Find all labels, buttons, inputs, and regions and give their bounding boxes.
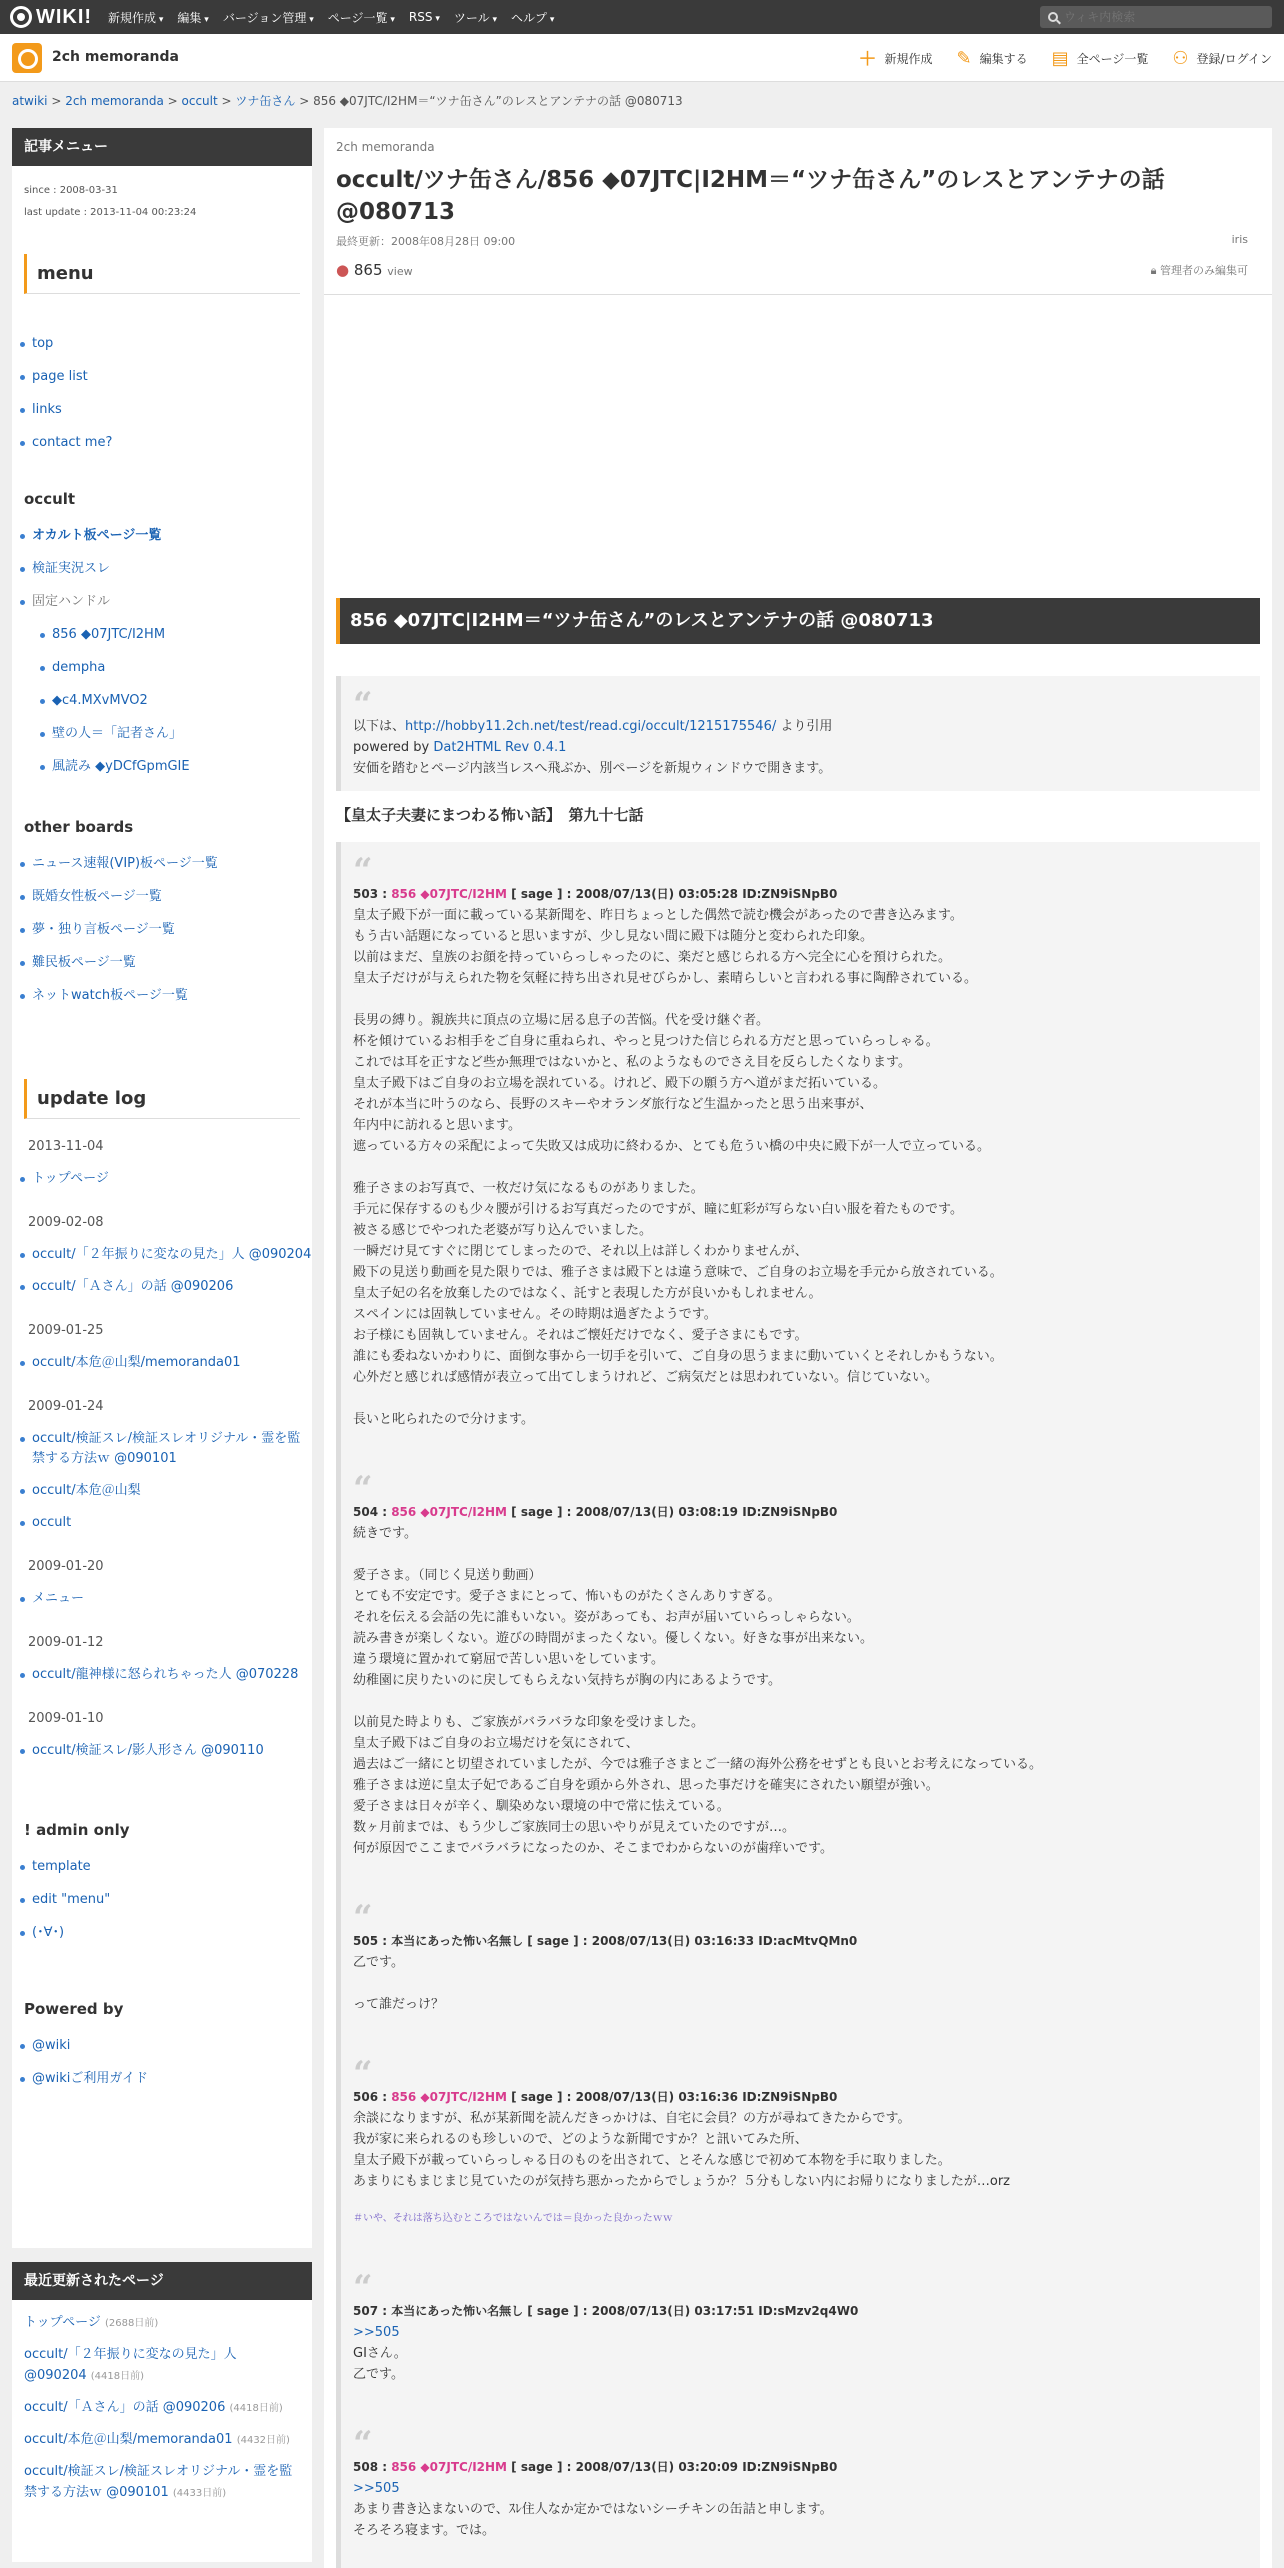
since-date: since : 2008-03-31 xyxy=(24,185,118,196)
list-item xyxy=(32,887,312,920)
document-icon: ▤ xyxy=(1051,47,1069,69)
list-item xyxy=(32,367,312,400)
menu-tools[interactable]: ツール ▾ xyxy=(454,9,497,26)
quote-mark-icon: “ xyxy=(353,851,373,891)
list-item xyxy=(32,1741,312,1761)
breadcrumb-tunacan[interactable]: ツナ缶さん xyxy=(235,94,296,108)
top-bar xyxy=(0,0,1284,34)
site-icon[interactable] xyxy=(12,43,42,73)
post-header xyxy=(353,1931,1248,1952)
menu-list xyxy=(12,334,312,466)
post-header xyxy=(353,2457,1248,2478)
list-item xyxy=(32,1513,312,1533)
update-link[interactable]: メニュー xyxy=(32,1591,85,1606)
list-item xyxy=(24,2397,300,2419)
update-list xyxy=(12,1169,312,1189)
dat2html-link[interactable]: Dat2HTML Rev 0.4.1 xyxy=(433,740,567,755)
menu-link-top[interactable]: top xyxy=(32,336,54,351)
recent-pages-title: 最近更新されたページ xyxy=(12,2262,312,2300)
update-link[interactable]: occult/検証スレ/影人形さん @090110 xyxy=(32,1743,264,1758)
post-number: 508 : xyxy=(353,2460,392,2474)
article-menu-title: 記事メニュー xyxy=(12,128,312,166)
powered-heading: Powered by xyxy=(24,2000,124,2018)
recent-list xyxy=(12,2300,312,2526)
post-body: そろそろ寝ます。では。 xyxy=(353,2523,495,2538)
post-body: GIさん。 乙です。 xyxy=(353,2346,407,2382)
last-modified: 最終更新：2008年08月28日 09:00 xyxy=(336,235,516,248)
post-header xyxy=(353,884,1248,905)
posts-quote xyxy=(336,842,1260,2568)
admin-face-link[interactable]: (･∀･) xyxy=(32,1925,65,1940)
source-link[interactable]: http://hobby11.2ch.net/test/read.cgi/occult/1215175546/ xyxy=(405,719,777,734)
edit-button[interactable]: ✎ 編集する xyxy=(956,47,1028,69)
recent-link[interactable]: occult/検証スレ/検証スレオリジナル・霊を監禁する方法ｗ @090101 xyxy=(24,2464,293,2500)
admin-heading: ! admin only xyxy=(24,1821,130,1839)
recent-ago: (4418日前) xyxy=(229,2403,283,2414)
update-list xyxy=(12,1741,312,1761)
post-author: 856 ◆07JTC/I2HM xyxy=(391,1505,507,1519)
post-meta: [ sage ] : 2008/07/13(日) 03:05:28 ID:ZN9iSNpB0 xyxy=(507,887,838,901)
menu-rss[interactable]: RSS ▾ xyxy=(409,10,440,24)
atwiki-link[interactable]: @wiki xyxy=(32,2038,71,2053)
post-author: 856 ◆07JTC/I2HM xyxy=(391,2460,507,2474)
board-link-kikon[interactable]: 既婚女性板ページ一覧 xyxy=(32,889,162,904)
post-meta: [ sage ] : 2008/07/13(日) 03:08:19 ID:ZN9iSNpB0 xyxy=(507,1505,838,1519)
post-meta: [ sage ] : 2008/07/13(日) 03:20:09 ID:ZN9iSNpB0 xyxy=(507,2460,838,2474)
update-log xyxy=(12,1125,312,1761)
article-heading: 856 ◆07JTC|I2HM＝“ツナ缶さん”のレスとアンテナの話 @080713 xyxy=(336,598,1260,644)
post-body: 余談になりますが、私が某新聞を読んだきっかけは、自宅に会員？の方が尋ねてきたからです。 我が家に来られるのも珍しいので、どのような新聞ですか？と訊いてみた所、 皇太子殿下が載っていらっしゃる日のものを出されて、とそんな感じで初めて本物を手に取りました。 あまりにもまじまじ見ていたのが気持ち悪かったからでしょうか？５分もしない内にお帰りになりましたが…orz xyxy=(353,2111,1010,2189)
admin-template-link[interactable]: template xyxy=(32,1859,91,1874)
list-item xyxy=(32,1890,312,1923)
recent-ago: (2688日前) xyxy=(104,2318,159,2329)
post-number: 504 : xyxy=(353,1505,392,1519)
update-date: 2009-01-12 xyxy=(28,1635,104,1650)
other-boards-list xyxy=(12,854,312,1019)
editor-name[interactable]: iris xyxy=(1231,233,1248,246)
view-label: view xyxy=(387,265,413,278)
list-item xyxy=(32,559,312,592)
lock-icon: 🔒︎ xyxy=(1150,264,1157,277)
quote-mark-icon: “ xyxy=(353,685,373,725)
quote-mark-icon: “ xyxy=(353,2424,373,2464)
list-item xyxy=(32,854,312,887)
update-date: 2009-01-25 xyxy=(28,1323,104,1338)
list-item xyxy=(32,1245,312,1265)
view-count xyxy=(336,261,413,279)
site-name[interactable]: 2ch memoranda xyxy=(52,49,179,65)
post-author: 本当にあった怖い名無し xyxy=(391,1934,524,1948)
update-list xyxy=(12,1589,312,1609)
reply-anchor-link[interactable]: >>505 xyxy=(353,2325,400,2340)
handle-link-c4[interactable]: ◆c4.MXvMVO2 xyxy=(52,693,148,708)
post-body: 続きです。 愛子さま。（同じく見送り動画） とても不安定です。愛子さまにとって、怖いものがたくさんありすぎる。 それを伝える会話の先に誰もいない。姿があっても、お声が届いていらっしゃらない。 読み書きが楽しくない。遊びの時間がまったくない。優しくない。好きな事が出来ない。 違う環境に置かれて窮屈で苦しい思いをしています。 幼稚園に戻りたいのに戻してもらえない気持ちが胸の内にあるようです。 以前見た時よりも、ご家族がバラバラな印象を受けました。 皇太子殿下はご自身のお立場だけを気にされて、 過去はご一緒にと切望されていましたが、今では雅子さまとご一緒の海外公務をせずとも良いとお考えになっている。 雅子さまは逆に皇太子妃であるご自身を頭から外され、思った事だけを確実にされたい願望が強い。 愛子さまは日々が辛く、馴染めない環境の中で常に怯えている。 数ヶ月前までは、もう少しご家族同士の思いやりが見えていたのですが…。 何が原因でここまでバラバラになったのか、そこまでわからないのが歯痒いです。 xyxy=(353,1526,1043,1856)
breadcrumb-occult[interactable]: occult xyxy=(181,94,218,108)
board-link-vip[interactable]: ニュース速報(VIP)板ページ一覧 xyxy=(32,856,218,871)
recent-link[interactable]: occult/「２年振りに変なの見た」人 @090204 xyxy=(24,2347,237,2383)
new-page-button[interactable]: ＋ 新規作成 xyxy=(859,45,933,71)
at-logo-icon xyxy=(10,6,32,28)
list-item xyxy=(32,592,312,625)
update-date: 2009-01-10 xyxy=(28,1711,104,1726)
list-item xyxy=(24,2312,300,2334)
list-item xyxy=(32,1481,312,1501)
menu-edit[interactable]: 編集 ▾ xyxy=(177,9,208,26)
update-link[interactable]: occult/「２年振りに変なの見た」人 @090204 xyxy=(32,1247,312,1262)
quote-mark-icon: “ xyxy=(353,2054,373,2094)
board-link-yume[interactable]: 夢・独り言板ページ一覧 xyxy=(32,922,175,937)
recent-ago: (4418日前) xyxy=(90,2371,145,2382)
recent-link[interactable]: トップページ xyxy=(24,2315,101,2330)
article-menu xyxy=(12,128,312,2248)
update-link[interactable]: occult xyxy=(32,1515,72,1530)
list-item xyxy=(32,1923,312,1956)
update-date: 2009-01-20 xyxy=(28,1559,104,1574)
wiki-search[interactable] xyxy=(1040,6,1272,28)
menu-link-links[interactable]: links xyxy=(32,402,62,417)
post-meta: [ sage ] : 2008/07/13(日) 03:16:36 ID:ZN9iSNpB0 xyxy=(507,2090,838,2104)
menu-link-contact[interactable]: contact me? xyxy=(32,435,113,450)
quote-mark-icon: “ xyxy=(353,1469,373,1509)
menu-link-pagelist[interactable]: page list xyxy=(32,369,88,384)
post-header xyxy=(353,1502,1248,1523)
post xyxy=(353,2424,1248,2541)
main-content xyxy=(324,128,1272,2568)
handle-link-856[interactable]: 856 ◆07JTC/I2HM xyxy=(52,627,166,642)
powered-prefix: powered by xyxy=(353,740,434,755)
post-number: 506 : xyxy=(353,2090,392,2104)
recent-pages xyxy=(12,2262,312,2562)
fixed-handle-label: 固定ハンドル xyxy=(32,594,111,609)
update-list xyxy=(12,1353,312,1373)
sidebar xyxy=(12,128,312,2562)
top-menu xyxy=(108,0,568,34)
post xyxy=(353,851,1248,1430)
post xyxy=(353,2268,1248,2385)
post-author: 856 ◆07JTC/I2HM xyxy=(391,887,507,901)
breadcrumb-current: 856 ◆07JTC/I2HM＝“ツナ缶さん”のレスとアンテナの話 @080713 xyxy=(313,94,683,108)
post-meta: [ sage ] : 2008/07/13(日) 03:17:51 ID:sMzv2q4W0 xyxy=(523,2304,859,2318)
handle-link-kazeyomi[interactable]: 風読み ◆yDCfGpmGIE xyxy=(52,759,190,774)
post-number: 503 : xyxy=(353,887,392,901)
list-item xyxy=(32,986,312,1019)
menu-help[interactable]: ヘルプ ▾ xyxy=(511,9,554,26)
list-item xyxy=(32,920,312,953)
all-pages-button[interactable]: ▤ 全ページ一覧 xyxy=(1051,47,1149,69)
intro-line xyxy=(353,716,1248,737)
occult-heading: occult xyxy=(24,490,76,508)
list-item xyxy=(32,1169,312,1189)
list-item xyxy=(52,724,312,757)
lock-label: 管理者のみ編集可 xyxy=(1160,264,1248,277)
list-item xyxy=(24,2344,300,2387)
update-link[interactable]: occult/本危＠山梨/memoranda01 xyxy=(32,1355,241,1370)
recent-link[interactable]: occult/本危＠山梨/memoranda01 xyxy=(24,2432,233,2447)
post-number: 507 : xyxy=(353,2304,392,2318)
plus-icon: ＋ xyxy=(858,49,877,70)
list-item xyxy=(32,1665,312,1685)
post xyxy=(353,1898,1248,2015)
list-item xyxy=(24,2461,300,2504)
breadcrumb-atwiki[interactable]: atwiki xyxy=(12,94,48,108)
pencil-icon: ✎ xyxy=(956,47,972,69)
site-header xyxy=(0,34,1284,82)
board-link-netwatch[interactable]: ネットwatch板ページ一覧 xyxy=(32,988,188,1003)
list-item xyxy=(24,2429,300,2451)
post xyxy=(353,1469,1248,1859)
list-item xyxy=(32,1277,312,1297)
menu-heading: menu xyxy=(24,254,300,294)
intro-quote xyxy=(336,676,1260,791)
occult-board-list-link[interactable]: オカルト板ページ一覧 xyxy=(32,528,162,543)
menu-version[interactable]: バージョン管理 ▾ xyxy=(223,9,314,26)
admin-list xyxy=(12,1857,312,1956)
board-link-nanmin[interactable]: 難民板ページ一覧 xyxy=(32,955,136,970)
admin-edit-menu-link[interactable]: edit "menu" xyxy=(32,1892,111,1907)
update-link[interactable]: occult/「Ａさん」の話 @090206 xyxy=(32,1279,234,1294)
update-link[interactable]: トップページ xyxy=(32,1171,109,1186)
list-item xyxy=(32,400,312,433)
update-date: 2009-02-08 xyxy=(28,1215,104,1230)
list-item xyxy=(32,2069,312,2102)
update-link[interactable]: occult/龍神様に怒られちゃった人 @070228 xyxy=(32,1667,299,1682)
handle-link-kabe[interactable]: 壁の人＝「記者さん」 xyxy=(52,726,183,741)
update-list xyxy=(12,1665,312,1685)
post-author: 856 ◆07JTC/I2HM xyxy=(391,2090,507,2104)
list-item xyxy=(32,526,312,559)
recent-link[interactable]: occult/「Ａさん」の話 @090206 xyxy=(24,2400,226,2415)
update-list xyxy=(12,1245,312,1297)
update-date: 2009-01-24 xyxy=(28,1399,104,1414)
login-button[interactable]: ⚇ 登録/ログイン xyxy=(1172,47,1272,69)
intro-prefix: 以下は、 xyxy=(353,719,406,734)
lock-status xyxy=(1151,262,1248,278)
verify-thread-link[interactable]: 検証実況スレ xyxy=(32,561,111,576)
list-item xyxy=(32,953,312,986)
search-icon xyxy=(1048,12,1058,22)
list-item xyxy=(52,757,312,790)
post-body: 乙です。 って誰だっけ？ xyxy=(353,1955,445,2012)
post-number: 505 : xyxy=(353,1934,392,1948)
recent-ago: (4433日前) xyxy=(172,2488,227,2499)
occult-list xyxy=(12,526,312,790)
powered-line xyxy=(353,737,1248,758)
menu-pages[interactable]: ページ一覧 ▾ xyxy=(328,9,395,26)
users-icon: ⚇ xyxy=(1172,47,1189,69)
post-author: 本当にあった怖い名無し xyxy=(391,2304,524,2318)
list-item xyxy=(32,433,312,466)
view-icon: ● xyxy=(336,261,350,279)
view-number: 865 xyxy=(353,261,383,279)
other-boards-heading: other boards xyxy=(24,818,134,836)
divider xyxy=(324,294,1272,295)
main-site-name: 2ch memoranda xyxy=(336,140,435,154)
post-body-lead: あまり書き込まないので、ｽﾚ住人なか定かではないシーチキンの缶詰と申します。 xyxy=(353,2502,833,2517)
list-item xyxy=(52,625,312,658)
intro-note: 安価を踏むとページ内該当レスへ飛ぶか、別ページを新規ウィンドウで開きます。 xyxy=(353,761,832,776)
list-item xyxy=(32,1857,312,1890)
post-header xyxy=(353,2301,1248,2322)
list-item xyxy=(32,1353,312,1373)
list-item xyxy=(32,1589,312,1609)
intro-suffix: より引用 xyxy=(776,719,833,734)
search-input[interactable] xyxy=(1064,10,1254,24)
last-update: last update : 2013-11-04 00:23:24 xyxy=(24,207,197,218)
atwiki-logo[interactable]: WIKI! xyxy=(10,5,92,29)
powered-list xyxy=(12,2036,312,2102)
header-buttons xyxy=(835,34,1273,82)
breadcrumb-site[interactable]: 2ch memoranda xyxy=(65,94,164,108)
post xyxy=(353,2054,1248,2229)
reply-anchor-link[interactable]: >>505 xyxy=(353,2481,400,2496)
update-log-heading: update log xyxy=(24,1079,300,1119)
atwiki-guide-link[interactable]: @wikiご利用ガイド xyxy=(32,2071,148,2086)
list-item xyxy=(52,691,312,724)
update-date: 2013-11-04 xyxy=(28,1139,104,1154)
list-item xyxy=(52,658,312,691)
post-note: ＃いや、それは落ち込むところではないんでは＝良かった良かったｗｗ xyxy=(353,2213,673,2224)
breadcrumb: atwiki > 2ch memoranda > occult > ツナ缶さん > 856 ◆07JTC/I2HM＝“ツナ缶さん”のレスとアンテナの話 @080713 xyxy=(12,94,683,108)
list-item xyxy=(32,1429,312,1469)
section-title: 【皇太子夫妻にまつわる怖い話】 第九十七話 xyxy=(336,806,644,824)
post-meta: [ sage ] : 2008/07/13(日) 03:16:33 ID:acMtvQMn0 xyxy=(523,1934,858,1948)
site-meta xyxy=(12,166,312,224)
list-item xyxy=(32,2036,312,2069)
update-list xyxy=(12,1429,312,1533)
post-body: 皇太子殿下が一面に載っている某新聞を、昨日ちょっとした偶然で読む機会があったので書き込みます。 もう古い話題になっていると思いますが、少し見ない間に殿下は随分と変わられた印象。 以前はまだ、皇族のお顔を持っていらっしゃったのに、楽だと感じられる方へ完全に心を預けられた。 皇太子だけが与えられた物を気軽に持ち出され見せびらかし、素晴らしいと言われる事に陶酔されている。 長男の縛り。親族共に頂点の立場に居る息子の苦悩。代を受け継ぐ者。 杯を傾けているお相手をご自身に重ねられ、やっと見つけた信じられる方だと思っていらっしゃる。 これでは耳を正すなど些か無理ではないかと、私のようなものでさえ目を反らしたくなります。 皇太子殿下はご自身のお立場を誤れている。けれど、殿下の願う方へ道がまだ拓いている。 それが本当に叶うのなら、長野のスキーやオランダ旅行など生温かったと思う出来事が、 年内中に訪れると思います。 遮っている方々の采配によって失敗又は成功に終わるか、とても危うい橋の中央に殿下が一人で立っている。 雅子さまのお写真で、一枚だけ気になるものがありました。 手元に保存するのも少々腰が引けるお写真だったのですが、瞳に虹彩が写らない白い服を着たものです。 被さる感じでやつれた老婆が写り込んでいました。 一瞬だけ見てすぐに閉じてしまったので、それ以上は詳しくわかりませんが、 殿下の見送り動画を見た限りでは、雅子さまは殿下とは違う意味で、ご自身のお立場を手元から放されている。 皇太子妃の名を放棄したのではなく、託すと表現した方が良いかもしれません。 スペインには固執していません。その時期は過ぎたようです。 お子様にも固執していません。それはご懐妊だけでなく、愛子さまにもです。 誰にも委ねないかわりに、面倒な事から一切手を引いて、ご自身の思うままに動いていくとそれしかもうない。 心外だと感じれば感情が表立って出てしまうけれど、ご病気だとは思われていない。信じていない。 長いと叱られたので分けます。 xyxy=(353,908,1003,1427)
list-item xyxy=(32,334,312,367)
update-link[interactable]: occult/本危＠山梨 xyxy=(32,1483,141,1498)
page-title: occult/ツナ缶さん/856 ◆07JTC|I2HM＝“ツナ缶さん”のレスとアンテナの話 @080713 xyxy=(336,167,1165,225)
post-header xyxy=(353,2087,1248,2108)
menu-new[interactable]: 新規作成 ▾ xyxy=(108,9,163,26)
update-link[interactable]: occult/検証スレ/検証スレオリジナル・霊を監禁する方法ｗ @090101 xyxy=(32,1431,301,1466)
recent-ago: (4432日前) xyxy=(236,2435,290,2446)
handle-link-dempha[interactable]: dempha xyxy=(52,660,106,675)
quote-mark-icon: “ xyxy=(353,1898,373,1938)
quote-mark-icon: “ xyxy=(353,2268,373,2308)
